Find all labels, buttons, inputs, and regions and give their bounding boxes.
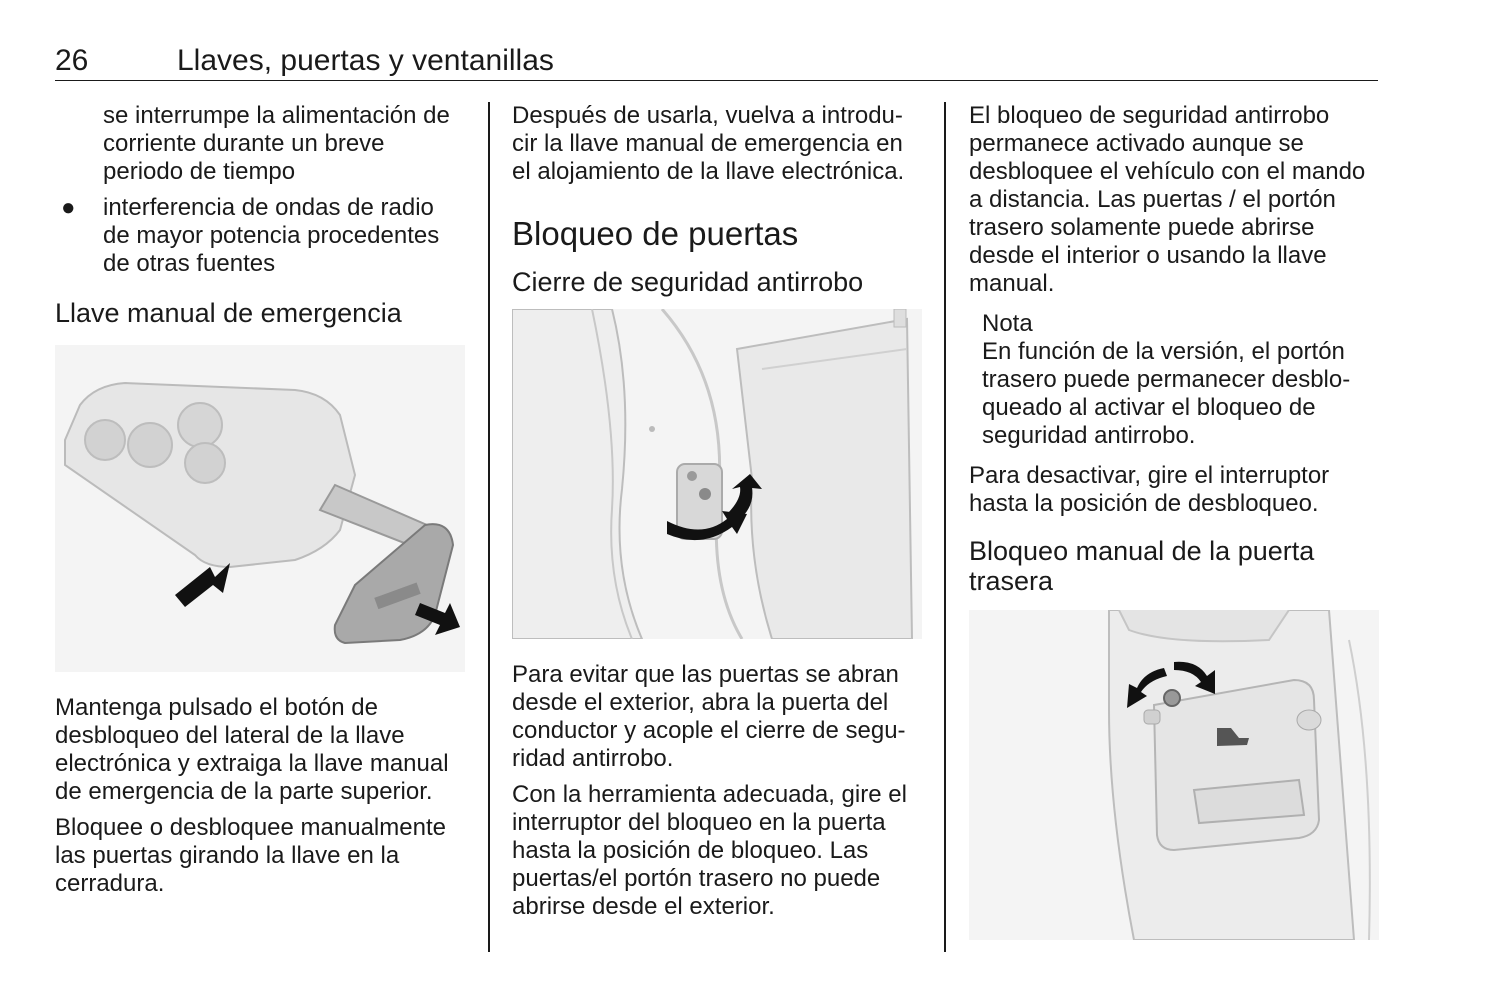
- page-number: 26: [55, 44, 89, 77]
- column-divider: [488, 102, 490, 952]
- note-line: trasero puede permanecer desblo-: [982, 366, 1351, 393]
- column-2: [512, 102, 927, 921]
- heading-line: Bloqueo manual de la puerta: [969, 536, 1315, 566]
- column-3: [969, 102, 1381, 940]
- bullet-item: [55, 194, 470, 278]
- chapter-title: Llaves, puertas y ventanillas: [177, 44, 554, 77]
- paragraph-line: interruptor del bloqueo en la puerta: [512, 809, 886, 836]
- paragraph-line: manual.: [969, 270, 1055, 297]
- paragraph-line: ridad antirrobo.: [512, 745, 674, 772]
- bullet-icon: ●: [61, 194, 76, 221]
- note-line: En función de la versión, el portón: [982, 338, 1345, 365]
- bullet-continuation-line: periodo de tiempo: [103, 158, 296, 185]
- paragraph-line: Para desactivar, gire el interruptor: [969, 462, 1330, 489]
- paragraph-line: cir la llave manual de emergencia en: [512, 130, 903, 157]
- section-heading-rear-door: [969, 536, 1381, 596]
- paragraph-line: permanece activado aunque se: [969, 130, 1304, 157]
- paragraph-line: desde el interior o usando la llave: [969, 242, 1327, 269]
- figure-rear-door-lock: [969, 610, 1379, 940]
- paragraph-line: desbloquee el vehículo con el mando: [969, 158, 1366, 185]
- paragraph-line: El bloqueo de seguridad antirrobo: [969, 102, 1330, 129]
- paragraph-line: hasta la posición de bloqueo. Las: [512, 837, 869, 864]
- note-heading: Nota: [982, 310, 1033, 337]
- bullet-line: de otras fuentes: [103, 250, 276, 277]
- section-heading-door-lock: Bloqueo de puertas: [512, 215, 799, 252]
- paragraph-line: puertas/el portón trasero no puede: [512, 865, 881, 892]
- paragraph-line: trasero solamente puede abrirse: [969, 214, 1315, 241]
- paragraph-line: a distancia. Las puertas / el portón: [969, 186, 1336, 213]
- note-box: [969, 310, 1381, 450]
- bullet-continuation-line: se interrumpe la alimentación de: [103, 102, 450, 129]
- paragraph-line: cerradura.: [55, 870, 165, 897]
- figure-antitheft-lock: [512, 309, 922, 639]
- door-frame-illustration: [512, 309, 912, 639]
- column-divider: [944, 102, 946, 952]
- paragraph-line: Mantenga pulsado el botón de: [55, 694, 378, 721]
- paragraph-line: conductor y acople el cierre de segu-: [512, 717, 906, 744]
- rear-door-illustration: [1109, 610, 1370, 940]
- section-heading-emergency-key: Llave manual de emergencia: [55, 298, 402, 328]
- figure-emergency-key: [55, 345, 465, 672]
- paragraph-line: Bloquee o desbloquee manualmente: [55, 814, 446, 841]
- note-line: seguridad antirrobo.: [982, 422, 1196, 449]
- bullet-line: de mayor potencia procedentes: [103, 222, 440, 249]
- paragraph-line: electrónica y extraiga la llave manual: [55, 750, 449, 777]
- bullet-line: interferencia de ondas de radio: [103, 194, 434, 221]
- paragraph-line: abrirse desde el exterior.: [512, 893, 775, 920]
- note-line: queado al activar el bloqueo de: [982, 394, 1316, 421]
- subsection-heading-antitheft: Cierre de seguridad antirrobo: [512, 267, 864, 297]
- paragraph-line: desbloqueo del lateral de la llave: [55, 722, 405, 749]
- paragraph-line: Para evitar que las puertas se abran: [512, 661, 899, 688]
- key-card-illustration: [65, 383, 453, 643]
- heading-line: trasera: [969, 566, 1054, 596]
- paragraph-line: el alojamiento de la llave electrónica.: [512, 158, 905, 185]
- paragraph-line: de emergencia de la parte superior.: [55, 778, 433, 805]
- paragraph-line: las puertas girando la llave en la: [55, 842, 400, 869]
- paragraph-line: Después de usarla, vuelva a introdu-: [512, 102, 903, 129]
- bullet-continuation-line: corriente durante un breve: [103, 130, 385, 157]
- page-header: [55, 44, 1378, 81]
- push-arrow-icon: [175, 563, 230, 607]
- paragraph-line: Con la herramienta adecuada, gire el: [512, 781, 907, 808]
- column-1: [55, 102, 470, 898]
- paragraph-line: desde el exterior, abra la puerta del: [512, 689, 889, 716]
- paragraph-line: hasta la posición de desbloqueo.: [969, 490, 1319, 517]
